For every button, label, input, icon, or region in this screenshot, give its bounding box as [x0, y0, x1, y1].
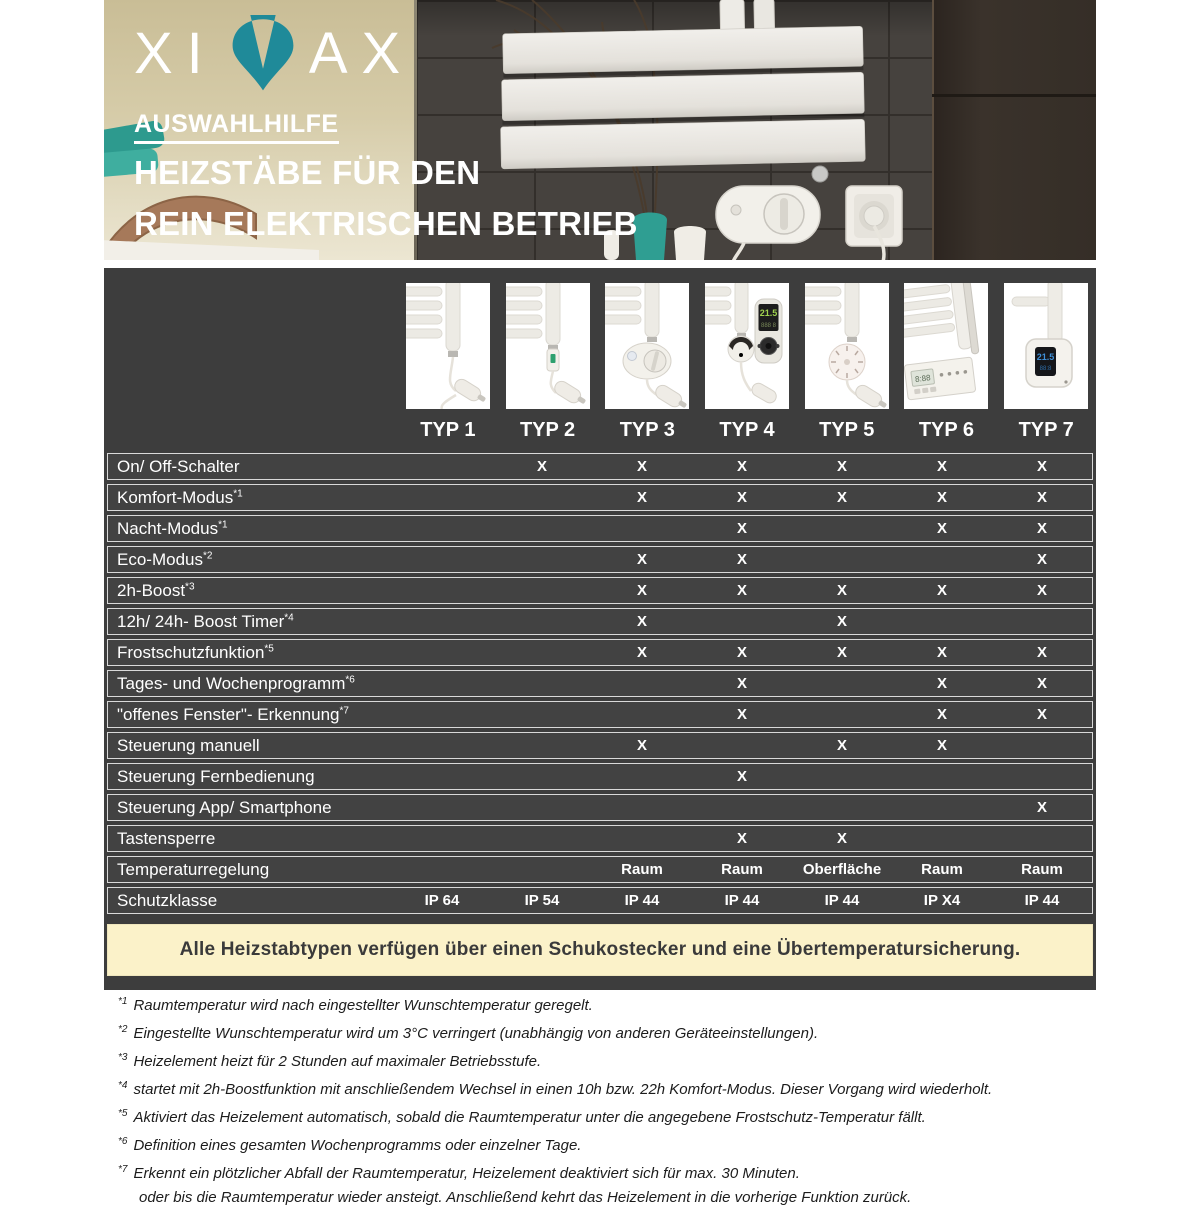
feature-cell: X [1036, 644, 1047, 661]
table-row [107, 608, 1093, 635]
note-banner [107, 924, 1093, 976]
column-typ7 [996, 283, 1096, 449]
feature-cell: X [636, 458, 647, 475]
footnote: $^{*2}$ Eingestellte Wunschtemperatur wird um 3°C verringert (unabhängig von anderen Geräteeinstellungen). [118, 1024, 819, 1042]
footnote: $^{*7}$ Erkennt ein plötzlicher Abfall der Raumtemperatur, Heizelement deaktiviert sich für max. 30 Minuten. [118, 1164, 800, 1182]
feature-cell: X [836, 644, 847, 661]
product-photo-typ3 [605, 283, 689, 409]
feature-cell: X [936, 644, 947, 661]
typ7-label: TYP 7 [1018, 419, 1074, 441]
feature-cell: X [936, 737, 947, 754]
row-label: Steuerung App/ Smartphone [117, 797, 332, 817]
feature-cell: X [736, 768, 747, 785]
feature-cell: X [1036, 582, 1047, 599]
wall-socket [846, 186, 902, 246]
column-typ6 [897, 283, 997, 449]
heating-control-unit [716, 186, 820, 243]
feature-cell: X [936, 582, 947, 599]
control-cable [733, 243, 744, 260]
product-photo-typ7 [1004, 283, 1088, 409]
feature-cell: Raum [921, 861, 963, 878]
footnote: $^{*6}$ Definition eines gesamten Wochenprogramms oder einzelner Tage. [118, 1136, 582, 1154]
table-row [107, 639, 1093, 666]
note-text: Alle Heizstabtypen verfügen über einen Schukostecker und eine Übertemperatursicherung. [179, 939, 1021, 960]
table-header [104, 283, 1096, 449]
feature-cell: X [736, 675, 747, 692]
feature-cell: Raum [621, 861, 663, 878]
feature-cell: X [936, 675, 947, 692]
logo-letters-xi: XI [134, 21, 217, 86]
typ1-label: TYP 1 [420, 419, 476, 441]
table-row [107, 825, 1093, 852]
table-row [107, 732, 1093, 759]
row-label: Schutzklasse [117, 890, 218, 910]
feature-cell: X [736, 520, 747, 537]
column-typ1 [398, 283, 498, 449]
feature-cell: X [936, 706, 947, 723]
feature-cell: X [1036, 675, 1047, 692]
feature-cell: X [836, 489, 847, 506]
table-row [107, 484, 1093, 511]
typ2-label: TYP 2 [519, 419, 576, 441]
hero-banner [104, 0, 1096, 260]
feature-cell: X [636, 737, 647, 754]
feature-cell: X [736, 706, 747, 723]
row-label: Komfort-Modus$^{*1}$ [117, 487, 243, 507]
product-photo-typ1 [406, 283, 490, 409]
hero-eyebrow: AUSWAHLHILFE [134, 110, 339, 144]
row-label: 12h/ 24h- Boost Timer$^{*4}$ [117, 611, 294, 631]
row-label: "offenes Fenster"- Erkennung$^{*7}$ [117, 704, 349, 724]
table-row [107, 763, 1093, 790]
column-typ2 [498, 283, 598, 449]
feature-cell: Raum [1021, 861, 1063, 878]
footnote: $^{*4}$ startet mit 2h-Boostfunktion mit anschließendem Wechsel in einen 10h bzw. 22h Komfort-Modus. Dieser Vorgang wird wiederholt. [118, 1080, 993, 1098]
table-row [107, 577, 1093, 604]
table-row [107, 794, 1093, 821]
table-row [107, 887, 1093, 914]
feature-cell: X [1036, 520, 1047, 537]
table-row [107, 856, 1093, 883]
feature-cell: X [736, 551, 747, 568]
table-row [107, 546, 1093, 573]
row-label: Tages- und Wochenprogramm$^{*6}$ [117, 673, 355, 693]
feature-cell: X [936, 489, 947, 506]
row-label: Frostschutzfunktion$^{*5}$ [117, 642, 274, 662]
feature-cell: IP 54 [524, 892, 560, 909]
table-row [107, 515, 1093, 542]
footnotes [118, 993, 1108, 1213]
feature-cell: X [1036, 489, 1047, 506]
feature-cell: X [936, 458, 947, 475]
feature-cell: X [836, 582, 847, 599]
feature-cell: X [836, 458, 847, 475]
feature-cell: X [636, 489, 647, 506]
hero-text-block [134, 12, 638, 246]
table-row [107, 453, 1093, 480]
feature-cell: IP 44 [724, 892, 760, 909]
feature-cell: X [836, 737, 847, 754]
feature-cell: IP 44 [824, 892, 860, 909]
feature-cell: X [636, 551, 647, 568]
typ6-label: TYP 6 [918, 419, 975, 441]
table-rows [104, 453, 1096, 914]
footnote-continuation: oder bis die Raumtemperatur wieder ansteigt. Anschließend kehrt das Heizelement in die vorherige Funktion zurück. [139, 1189, 912, 1206]
feature-cell: X [1036, 799, 1047, 816]
feature-cell: X [736, 830, 747, 847]
feature-cell: X [1036, 551, 1047, 568]
feature-cell: IP 44 [1024, 892, 1060, 909]
feature-cell: X [636, 644, 647, 661]
footnote: $^{*3}$ Heizelement heizt für 2 Stunden auf maximaler Betriebsstufe. [118, 1052, 542, 1070]
hero-title-line1: HEIZSTÄBE FÜR DEN [134, 154, 481, 191]
feature-cell: X [636, 582, 647, 599]
white-jug [674, 226, 706, 260]
feature-cell: X [936, 520, 947, 537]
feature-cell: X [836, 613, 847, 630]
table-row [107, 670, 1093, 697]
svg-text:21.5: 21.5 [1036, 352, 1055, 362]
row-label: Eco-Modus$^{*2}$ [117, 549, 213, 569]
typ4-label: TYP 4 [719, 419, 775, 441]
product-photo-typ4 [705, 283, 789, 409]
feature-cell: X [536, 458, 547, 475]
feature-cell: X [736, 644, 747, 661]
branch-vase [633, 213, 667, 261]
svg-text:88:8: 88:8 [1039, 366, 1052, 372]
svg-text:8:88: 8:88 [914, 373, 932, 385]
column-typ4 [697, 283, 797, 449]
table-row [107, 701, 1093, 728]
ximax-logo [134, 12, 638, 96]
typ5-label: TYP 5 [819, 419, 875, 441]
feature-cell: X [736, 582, 747, 599]
row-label: Steuerung manuell [117, 735, 260, 755]
feature-cell: X [1036, 458, 1047, 475]
valve [812, 166, 828, 182]
feature-cell: Oberfläche [802, 861, 882, 878]
feature-cell: IP 44 [624, 892, 660, 909]
column-typ3 [597, 283, 697, 449]
svg-text:21.5: 21.5 [759, 308, 778, 318]
feature-cell: X [636, 613, 647, 630]
row-label: Tastensperre [117, 828, 216, 848]
column-typ5 [797, 283, 897, 449]
row-label: On/ Off-Schalter [117, 456, 240, 476]
row-label: Temperaturregelung [117, 859, 270, 879]
feature-cell: X [736, 458, 747, 475]
typ3-label: TYP 3 [619, 419, 675, 441]
product-photo-typ5 [805, 283, 889, 409]
row-label: 2h-Boost$^{*3}$ [117, 580, 195, 600]
ximax-m-icon [227, 15, 299, 93]
hero-title-line2: REIN ELEKTRISCHEN BETRIEB [134, 205, 638, 242]
feature-cell: X [736, 489, 747, 506]
row-label: Steuerung Fernbedienung [117, 766, 315, 786]
footnote: $^{*5}$ Aktiviert das Heizelement automatisch, sobald die Raumtemperatur unter die angegebene Frostschutz-Temperatur fällt. [118, 1108, 926, 1126]
feature-cell: X [836, 830, 847, 847]
product-photo-typ2 [506, 283, 590, 409]
footnote: $^{*1}$ Raumtemperatur wird nach eingestellter Wunschtemperatur geregelt. [118, 996, 593, 1014]
feature-cell: Raum [721, 861, 763, 878]
comparison-table [104, 268, 1096, 990]
feature-cell: IP X4 [923, 892, 961, 909]
feature-cell: X [1036, 706, 1047, 723]
svg-text:888 8: 888 8 [761, 323, 777, 329]
feature-cell: IP 64 [424, 892, 460, 909]
logo-letters-ax: AX [308, 21, 415, 86]
product-photo-typ6 [904, 283, 988, 409]
row-label: Nacht-Modus$^{*1}$ [117, 518, 228, 538]
